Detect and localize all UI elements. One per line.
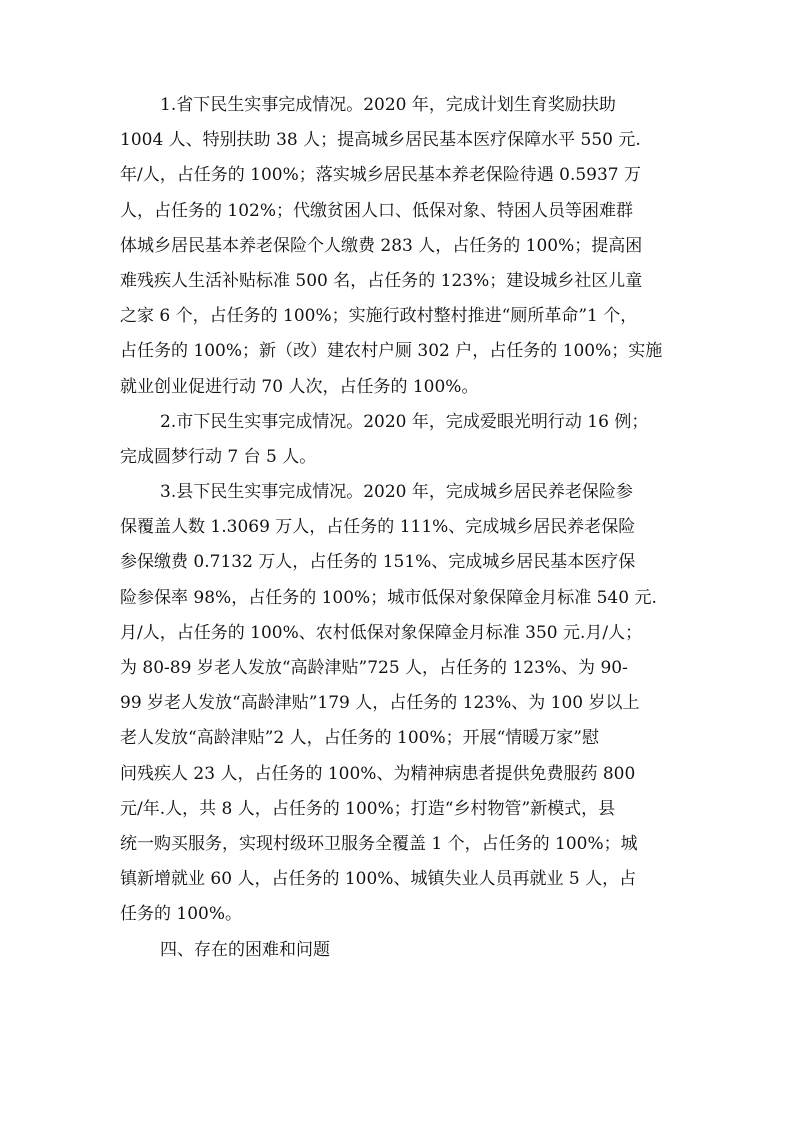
document-body (120, 88, 680, 968)
text-line: 占任务的 100%；新（改）建农村户厕 302 户，占任务的 100%；实施 (120, 341, 663, 362)
text-line: 任务的 100%。 (120, 904, 243, 925)
text-line: 人，占任务的 102%；代缴贫困人口、低保对象、特困人员等困难群 (120, 200, 634, 221)
paragraph-city-livelihood (120, 405, 680, 475)
text-line: 难残疾人生活补贴标准 500 名，占任务的 123%；建设城乡社区儿童 (120, 270, 643, 291)
paragraph-provincial-livelihood (120, 88, 680, 405)
section-heading: 四、存在的困难和问题 (160, 939, 330, 960)
text-line: 1004 人、特别扶助 38 人；提高城乡居民基本医疗保障水平 550 元. (120, 130, 641, 151)
text-line: 统一购买服务，实现村级环卫服务全覆盖 1 个，占任务的 100%；城 (120, 833, 638, 854)
text-line: 月/人，占任务的 100%、农村低保对象保障金月标准 350 元.月/人； (120, 622, 643, 643)
text-line: 险参保率 98%，占任务的 100%；城市低保对象保障金月标准 540 元. (120, 587, 657, 608)
text-line: 99 岁老人发放“高龄津贴”179 人，占任务的 123%、为 100 岁以上 (120, 693, 640, 714)
text-line: 1.省下民生实事完成情况。2020 年，完成计划生育奖励扶助 (160, 95, 616, 115)
text-line: 年/人，占任务的 100%；落实城乡居民基本养老保险待遇 0.5937 万 (120, 165, 642, 186)
text-line: 为 80-89 岁老人发放“高龄津贴”725 人，占任务的 123%、为 90- (120, 658, 628, 678)
text-line: 2.市下民生实事完成情况。2020 年，完成爱眼光明行动 16 例； (160, 411, 649, 432)
text-line: 元/年.人，共 8 人，占任务的 100%；打造“乡村物管”新模式，县 (120, 798, 616, 819)
text-line: 3.县下民生实事完成情况。2020 年，完成城乡居民养老保险参 (160, 482, 633, 503)
text-line: 参保缴费 0.7132 万人，占任务的 151%、完成城乡居民基本医疗保 (120, 552, 636, 573)
text-line: 镇新增就业 60 人，占任务的 100%、城镇失业人员再就业 5 人，占 (120, 869, 637, 890)
text-line: 问残疾人 23 人，占任务的 100%、为精神病患者提供免费服药 800 (120, 763, 636, 784)
text-line: 体城乡居民基本养老保险个人缴费 283 人，占任务的 100%；提高困 (120, 235, 643, 256)
paragraph-county-livelihood (120, 475, 680, 932)
text-line: 完成圆梦行动 7 台 5 人。 (120, 446, 317, 467)
text-line: 保覆盖人数 1.3069 万人，占任务的 111%、完成城乡居民养老保险 (120, 517, 636, 538)
text-line: 就业创业促进行动 70 人次，占任务的 100%。 (120, 376, 479, 397)
text-line: 之家 6 个，占任务的 100%；实施行政村整村推进“厕所革命”1 个， (120, 306, 638, 327)
text-line: 老人发放“高龄津贴”2 人，占任务的 100%；开展“情暖万家”慰 (120, 728, 599, 749)
